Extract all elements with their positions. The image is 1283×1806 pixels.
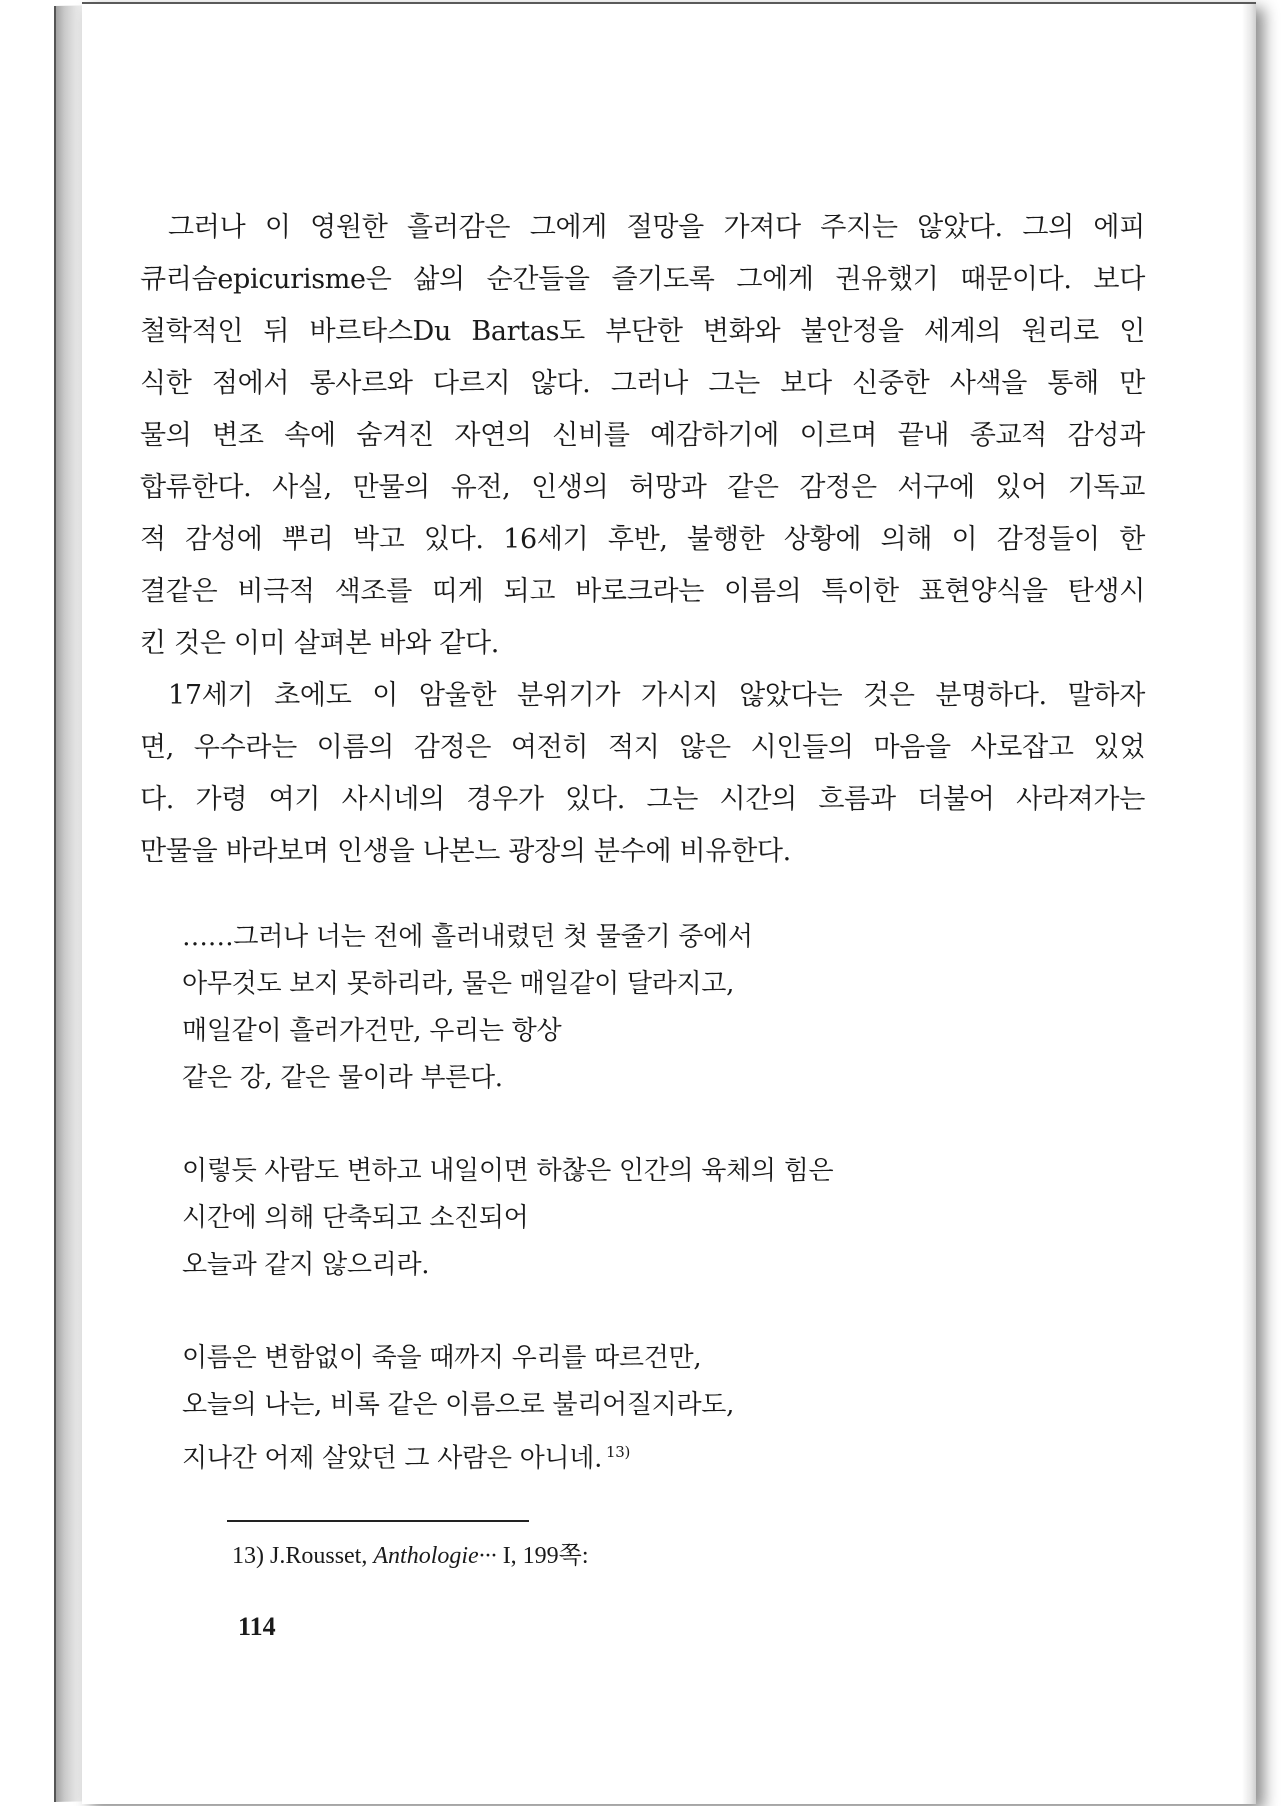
paragraph-1 (140, 202, 1145, 670)
poem-stanza-3 (182, 1335, 1145, 1483)
paragraph-line: 다. 가령 여기 사시네의 경우가 있다. 그는 시간의 흐름과 더불어 사라져가는 (140, 784, 1145, 815)
paragraph-line: 물의 변조 속에 숨겨진 자연의 신비를 예감하기에 이르며 끝내 종교적 감성과 (140, 420, 1145, 451)
poem-line: 오늘과 같지 않으리라. (182, 1250, 430, 1280)
poem-line (182, 1429, 1145, 1483)
page-edge-shadow (1242, 4, 1256, 1804)
book-spine (54, 5, 84, 1802)
footnote-reference: 13) (606, 1443, 631, 1461)
paragraph-line: 철학적인 뒤 바르타스Du Bartas도 부단한 변화와 불안정을 세계의 원리로 인 (140, 316, 1145, 347)
paragraph-line: 킨 것은 이미 살펴본 바와 같다. (140, 628, 500, 659)
footnote-divider (227, 1520, 529, 1522)
poem-stanza-1 (182, 914, 1145, 1102)
paragraph-line: 그러나 이 영원한 흘러감은 그에게 절망을 가져다 주지는 않았다. 그의 에피 (168, 212, 1145, 243)
paragraph-line: 적 감성에 뿌리 박고 있다. 16세기 후반, 불행한 상황에 의해 이 감정들이 한 (140, 524, 1145, 555)
poem-line: 시간에 의해 단축되고 소진되어 (182, 1203, 529, 1233)
poem-line: 같은 강, 같은 물이라 부른다. (182, 1063, 503, 1093)
footnote-rest: I, 199쪽: (502, 1543, 589, 1569)
book-spine-edge (54, 6, 56, 1802)
poem-quote (182, 914, 1145, 1483)
poem-line: 매일같이 흘러가건만, 우리는 항상 (182, 1016, 562, 1046)
poem-line: 오늘의 나는, 비록 같은 이름으로 불리어질지라도, (182, 1390, 735, 1420)
page-content (140, 202, 1145, 1483)
poem-line: 이름은 변함없이 죽을 때까지 우리를 따르건만, (182, 1343, 702, 1373)
poem-line: ……그러나 너는 전에 흘러내렸던 첫 물줄기 중에서 (182, 922, 753, 952)
poem-stanza-2 (182, 1148, 1145, 1289)
paragraph-2 (140, 670, 1145, 878)
footnote (232, 1535, 589, 1570)
paragraph-line: 큐리슴epicurisme은 삶의 순간들을 즐기도록 그에게 권유했기 때문이다. 보다 (140, 264, 1145, 295)
poem-line: 이렇듯 사람도 변하고 내일이면 하찮은 인간의 육체의 힘은 (182, 1156, 834, 1186)
paragraph-line: 17세기 초에도 이 암울한 분위기가 가시지 않았다는 것은 분명하다. 말하자 (168, 680, 1145, 711)
footnote-title: Anthologie··· (373, 1543, 497, 1569)
paragraph-line: 만물을 바라보며 인생을 나본느 광장의 분수에 비유한다. (140, 836, 791, 867)
poem-line: 아무것도 보지 못하리라, 물은 매일같이 달라지고, (182, 969, 735, 999)
poem-line-text: 지나간 어제 살았던 그 사람은 아니네. (182, 1443, 603, 1474)
footnote-author: J.Rousset, (270, 1543, 368, 1569)
paragraph-line: 합류한다. 사실, 만물의 유전, 인생의 허망과 같은 감정은 서구에 있어 기독교 (140, 472, 1145, 503)
page-number: 114 (238, 1612, 276, 1641)
paragraph-line: 식한 점에서 롱사르와 다르지 않다. 그러나 그는 보다 신중한 사색을 통해 만 (140, 368, 1145, 399)
paragraph-line: 결같은 비극적 색조를 띠게 되고 바로크라는 이름의 특이한 표현양식을 탄생시 (140, 576, 1145, 607)
paragraph-line: 면, 우수라는 이름의 감정은 여전히 적지 않은 시인들의 마음을 사로잡고 있었 (140, 732, 1145, 763)
footnote-number: 13) (232, 1543, 264, 1569)
